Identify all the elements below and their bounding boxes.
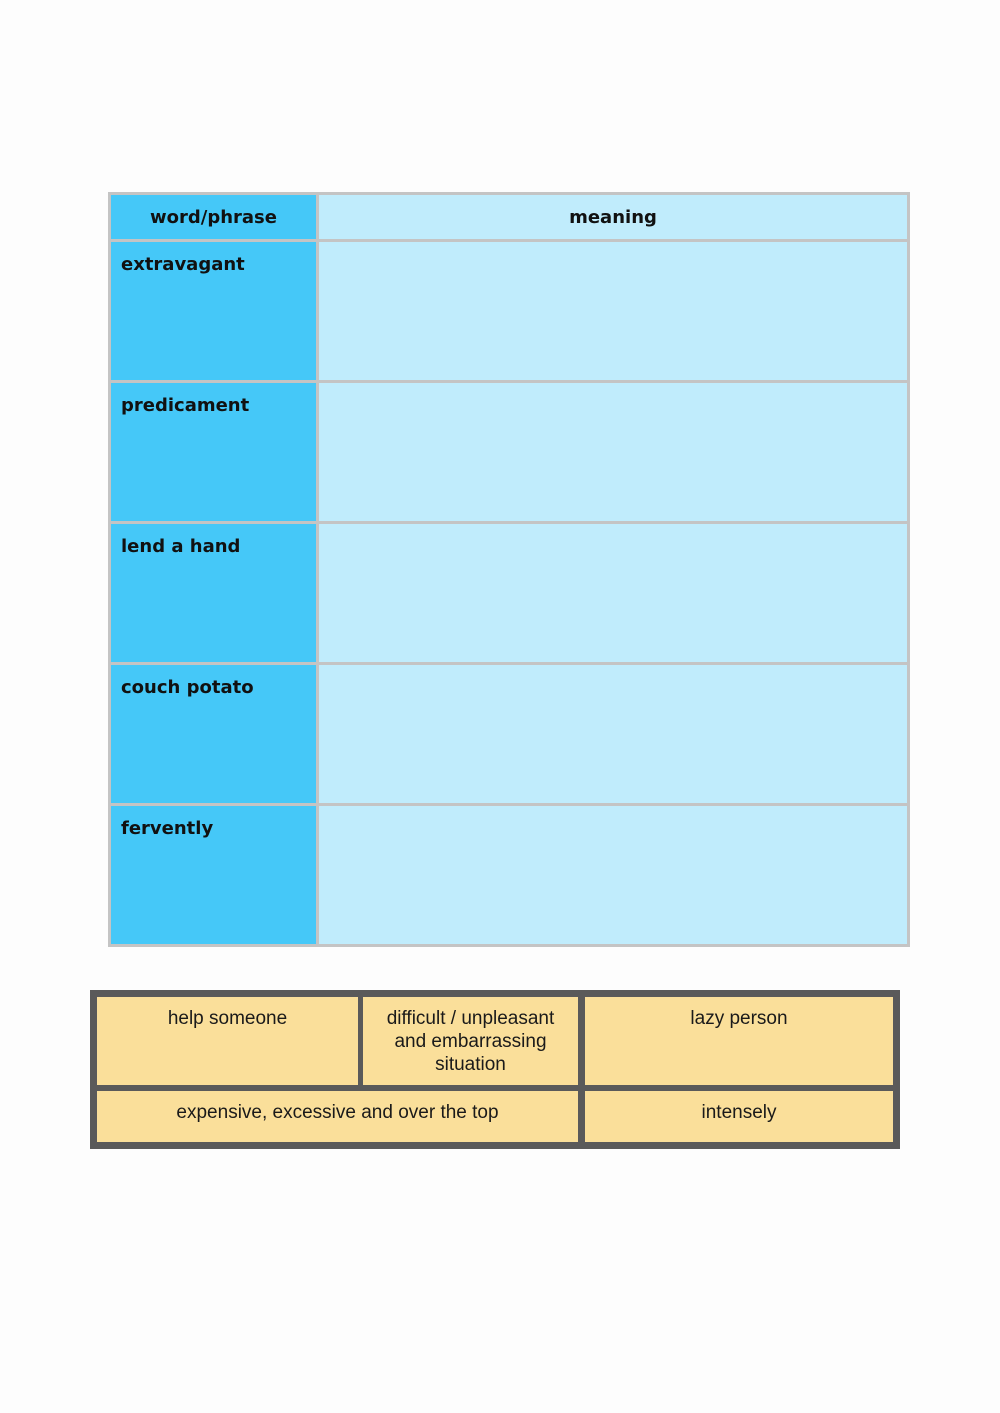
table-row — [110, 664, 909, 805]
answer-tile-difficult-situation[interactable]: difficult / unpleasant and embarrassing situation — [363, 997, 578, 1085]
meaning-drop-zone[interactable] — [318, 523, 909, 664]
answer-tile-expensive-excessive[interactable]: expensive, excessive and over the top — [97, 1091, 578, 1142]
word-label: fervently — [121, 818, 214, 839]
meaning-drop-zone[interactable] — [318, 241, 909, 382]
word-cell — [110, 664, 318, 805]
word-cell — [110, 805, 318, 946]
answer-tile-help-someone[interactable]: help someone — [97, 997, 358, 1085]
table-header-row — [110, 194, 909, 241]
answer-bank — [90, 990, 900, 1149]
word-label: lend a hand — [121, 536, 241, 557]
table-row — [110, 805, 909, 946]
table-row — [110, 241, 909, 382]
meaning-drop-zone[interactable] — [318, 382, 909, 523]
header-meaning: meaning — [318, 194, 909, 241]
answer-tile-lazy-person[interactable]: lazy person — [585, 997, 893, 1085]
answer-tile-intensely[interactable]: intensely — [585, 1091, 893, 1142]
word-label: couch potato — [121, 677, 254, 698]
vocabulary-table — [108, 192, 910, 947]
word-cell — [110, 523, 318, 664]
word-label: extravagant — [121, 254, 245, 275]
table-row — [110, 523, 909, 664]
word-cell — [110, 382, 318, 523]
word-label: predicament — [121, 395, 250, 416]
meaning-drop-zone[interactable] — [318, 664, 909, 805]
table-row — [110, 382, 909, 523]
word-cell — [110, 241, 318, 382]
header-word-phrase: word/phrase — [110, 194, 318, 241]
meaning-drop-zone[interactable] — [318, 805, 909, 946]
